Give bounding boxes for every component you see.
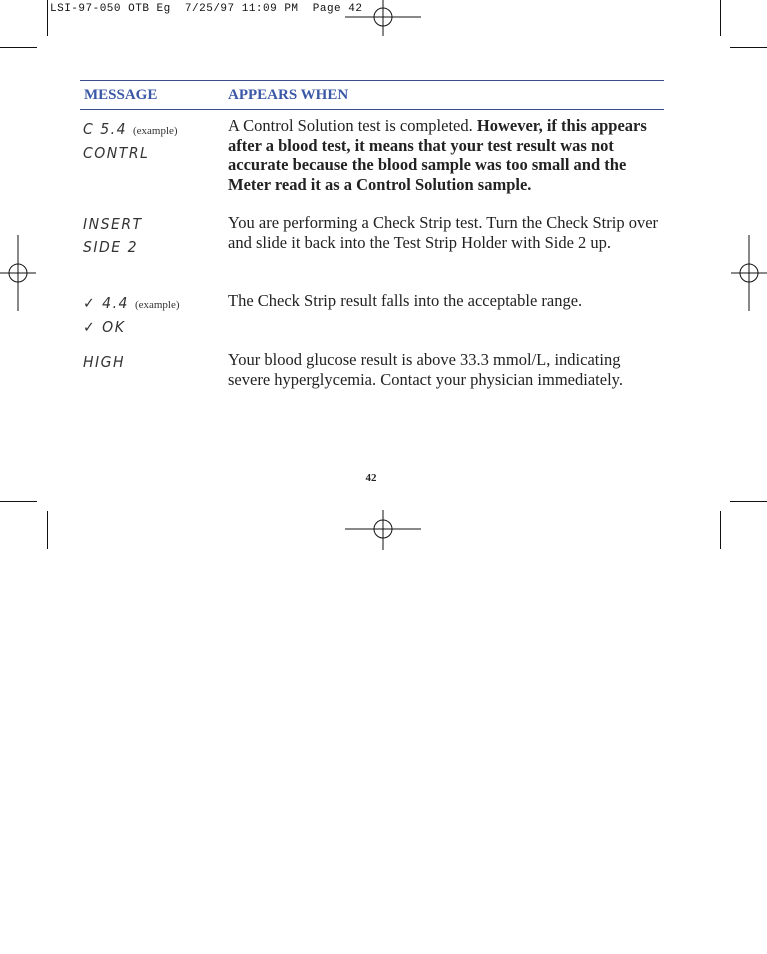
description-insert: You are performing a Check Strip test. Turn the Check Strip over and slide it back into the Test Strip Holder with Side 2 up.	[228, 213, 659, 252]
crop-mark	[0, 501, 37, 502]
registration-mark-bottom	[345, 510, 421, 550]
table-header-rule	[80, 109, 664, 110]
crop-mark	[730, 501, 767, 502]
example-note: (example)	[133, 125, 178, 137]
registration-mark-right	[731, 235, 767, 311]
lcd-line: ✓ OK	[83, 319, 126, 337]
crop-mark	[720, 511, 721, 549]
lcd-line: SIDE 2	[83, 239, 138, 257]
header-appears-when: APPEARS WHEN	[228, 87, 349, 103]
description-control	[228, 116, 662, 194]
crop-mark	[730, 47, 767, 48]
description-text: A Control Solution test is completed.	[228, 116, 477, 135]
description-bold-text: However, if this appears after a blood test, it means that your test result was not accurate because the blood sample was too small and the Meter read it as a Control Solution sample.	[228, 116, 647, 194]
display-message-check	[83, 293, 223, 340]
lcd-line: HIGH	[83, 354, 126, 372]
lcd-line: CONTRL	[83, 145, 150, 163]
lcd-line: ✓ 4.4	[83, 295, 129, 313]
lcd-line: C 5.4	[83, 121, 127, 139]
header-message: MESSAGE	[84, 87, 158, 103]
table-top-rule	[80, 80, 664, 81]
crop-mark	[47, 0, 48, 36]
display-message-insert	[83, 214, 223, 260]
display-message-control	[83, 119, 223, 166]
lcd-line: INSERT	[83, 216, 143, 234]
description-high: Your blood glucose result is above 33.3 mmol/L, indicating severe hyperglycemia. Contact your physician immediately.	[228, 350, 623, 389]
crop-mark	[720, 0, 721, 36]
printer-slug: LSI-97-050 OTB Eg 7/25/97 11:09 PM Page 42	[50, 3, 363, 15]
description-check: The Check Strip result falls into the acceptable range.	[228, 291, 583, 310]
example-note: (example)	[134, 299, 180, 311]
registration-mark-left	[0, 235, 36, 311]
display-message-high	[83, 352, 223, 375]
page-number: 42	[365, 472, 377, 484]
crop-mark	[47, 511, 48, 549]
crop-mark	[0, 47, 37, 48]
registration-mark-top	[345, 0, 421, 36]
